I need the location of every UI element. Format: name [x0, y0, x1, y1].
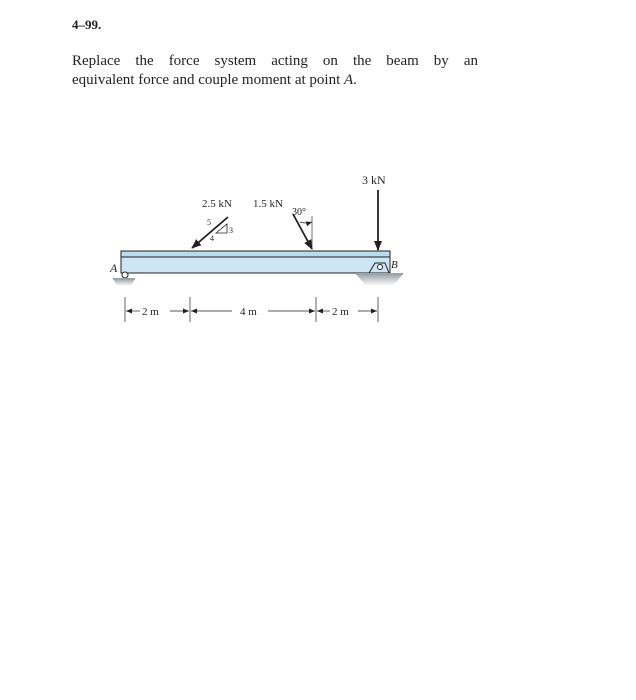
dimension-2m-left-label: 2 m [142, 306, 159, 318]
point-b-label: B [391, 259, 398, 271]
dimension-4m-label: 4 m [240, 306, 257, 318]
problem-number: 4–99. [72, 17, 102, 32]
angle-arc [300, 222, 312, 223]
angle-30-label: 30° [292, 207, 306, 218]
point-a-reference: A [344, 72, 354, 88]
point-a-label: A [110, 261, 118, 275]
problem-text-line-1: Replace the force system acting on the beam by an [72, 53, 478, 69]
beam [121, 251, 390, 273]
slope-5-label: 5 [207, 218, 211, 227]
problem-text-line-2-start: equivalent force and couple moment at point [72, 72, 344, 88]
force-15kn-label: 1.5 kN [253, 198, 283, 210]
force-3kn-label: 3 kN [362, 173, 386, 187]
problem-text-line-2-end: . [353, 72, 357, 88]
dimension-2m-right-label: 2 m [332, 306, 349, 318]
slope-4-label: 4 [210, 234, 214, 243]
slope-3-label: 3 [229, 226, 233, 235]
force-15kn-arrow [293, 214, 312, 249]
force-25kn-label: 2.5 kN [202, 198, 232, 210]
